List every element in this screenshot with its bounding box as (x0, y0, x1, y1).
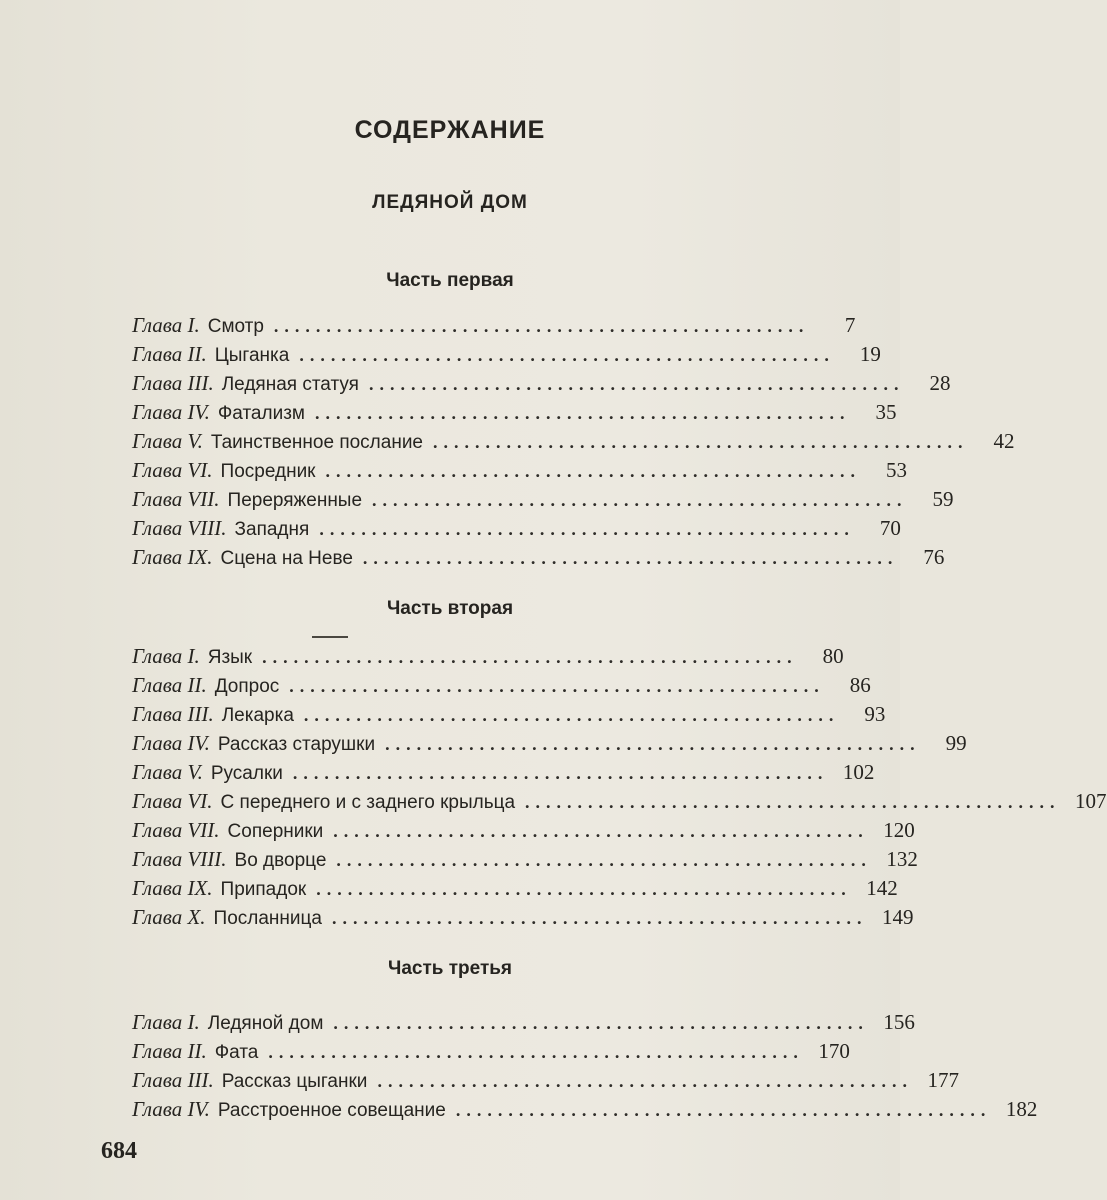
chapter-page-number: 86 (849, 673, 871, 697)
toc-entry (132, 1097, 1038, 1125)
toc-entry (132, 458, 907, 486)
dot-leader: ................................................... (377, 1071, 913, 1091)
dot-leader: ................................................... (292, 763, 829, 783)
chapter-page-number: 7 (844, 313, 856, 337)
chapter-title: С переднего и с заднего крыльца (220, 792, 516, 813)
dot-leader: ................................................... (273, 316, 810, 336)
separator-rule (312, 636, 348, 638)
toc-entry (132, 487, 954, 515)
chapter-title: Посредник (220, 461, 316, 482)
chapter-label: Глава V. (132, 760, 203, 784)
chapter-title: Сцена на Неве (220, 548, 353, 569)
dot-leader: ................................................... (368, 374, 905, 394)
chapter-label: Глава IV. (132, 1097, 210, 1121)
dot-leader: ................................................... (331, 908, 868, 928)
chapter-label: Глава IV. (132, 731, 210, 755)
chapter-title: Фатализм (217, 403, 305, 424)
part-heading: Часть третья (387, 958, 513, 979)
chapter-label: Глава II. (132, 1039, 207, 1063)
dot-leader: ................................................... (319, 519, 855, 539)
chapter-label: Глава I. (132, 1010, 200, 1034)
chapter-label: Глава III. (132, 1068, 214, 1092)
chapter-label: Глава X. (132, 905, 206, 929)
toc-entry (132, 400, 897, 428)
dot-leader: ................................................... (385, 734, 921, 754)
chapter-title: Расстроенное совещание (217, 1100, 446, 1121)
chapter-title: Смотр (207, 316, 264, 337)
chapter-title: Допрос (214, 676, 280, 697)
dot-leader: ................................................... (303, 705, 840, 725)
chapter-label: Глава VI. (132, 458, 213, 482)
chapter-page-number: 120 (883, 818, 915, 842)
toc-entry (132, 731, 967, 759)
chapter-label: Глава VII. (132, 487, 220, 511)
toc-entry (132, 1010, 915, 1038)
toc-entry (132, 702, 886, 730)
dot-leader: ................................................... (362, 548, 899, 568)
chapter-label: Глава II. (132, 673, 207, 697)
chapter-title: Цыганка (214, 345, 290, 366)
chapter-page-number: 35 (875, 400, 897, 424)
chapter-title: Ледяная статуя (221, 374, 359, 395)
toc-entry (132, 342, 881, 370)
chapter-page-number: 80 (822, 644, 844, 668)
toc-entry (132, 1068, 959, 1096)
chapter-title: Во дворце (234, 850, 327, 871)
chapter-page-number: 28 (929, 371, 951, 395)
chapter-page-number: 132 (886, 847, 918, 871)
chapter-label: Глава III. (132, 371, 214, 395)
chapter-label: Глава VIII. (132, 847, 227, 871)
toc-entry (132, 673, 871, 701)
chapter-title: Рассказ старушки (217, 734, 376, 755)
toc-entry (132, 1039, 850, 1067)
toc-entry (132, 818, 915, 846)
chapter-title: Язык (207, 647, 253, 668)
dot-leader: ................................................... (455, 1100, 992, 1120)
chapter-title: Лекарка (221, 705, 294, 726)
toc-entry (132, 905, 914, 933)
chapter-label: Глава V. (132, 429, 203, 453)
chapter-label: Глава II. (132, 342, 207, 366)
contents-title: СОДЕРЖАНИЕ (354, 116, 546, 144)
chapter-title: Ледяной дом (207, 1013, 324, 1034)
chapter-title: Русалки (210, 763, 283, 784)
chapter-label: Глава VII. (132, 818, 220, 842)
book-title: ЛЕДЯНОЙ ДОМ (372, 192, 528, 213)
dot-leader: ................................................... (262, 647, 798, 667)
dot-leader: ................................................... (336, 850, 872, 870)
chapter-page-number: 93 (864, 702, 886, 726)
dot-leader: ................................................... (333, 1013, 869, 1033)
toc-entry (132, 644, 844, 672)
toc-entry (132, 760, 875, 788)
chapter-label: Глава IV. (132, 400, 210, 424)
part-heading: Часть вторая (386, 598, 514, 619)
chapter-title: Западня (234, 519, 310, 540)
chapter-page-number: 42 (993, 429, 1015, 453)
chapter-page-number: 53 (886, 458, 907, 482)
dot-leader: ................................................... (372, 490, 908, 510)
chapter-title: Соперники (227, 821, 324, 842)
dot-leader: ................................................... (525, 792, 1061, 812)
chapter-label: Глава VI. (132, 789, 213, 813)
chapter-title: Рассказ цыганки (221, 1071, 368, 1092)
chapter-page-number: 76 (923, 545, 945, 569)
chapter-label: Глава I. (132, 313, 200, 337)
dot-leader: ................................................... (289, 676, 825, 696)
page-number: 684 (101, 1138, 137, 1164)
toc-entry (132, 371, 951, 399)
chapter-page-number: 59 (932, 487, 954, 511)
chapter-page-number: 177 (927, 1068, 959, 1092)
chapter-label: Глава I. (132, 644, 200, 668)
chapter-page-number: 102 (842, 760, 875, 784)
dot-leader: ................................................... (433, 432, 969, 452)
chapter-label: Глава III. (132, 702, 214, 726)
chapter-label: Глава VIII. (132, 516, 227, 540)
dot-leader: ................................................... (299, 345, 835, 365)
chapter-title: Переряженные (227, 490, 363, 511)
chapter-title: Таинственное послание (210, 432, 423, 453)
chapter-title: Фата (214, 1042, 259, 1063)
dot-leader: ................................................... (314, 403, 851, 423)
toc-entry (132, 789, 1107, 817)
chapter-page-number: 19 (859, 342, 881, 366)
toc-entry (132, 313, 856, 341)
chapter-page-number: 70 (879, 516, 901, 540)
chapter-label: Глава IX. (132, 876, 213, 900)
toc-entry (132, 876, 898, 904)
chapter-page-number: 182 (1005, 1097, 1038, 1121)
toc-entry (132, 545, 945, 573)
dot-leader: ................................................... (316, 879, 852, 899)
dot-leader: ................................................... (333, 821, 869, 841)
chapter-page-number: 149 (881, 905, 914, 929)
chapter-label: Глава IX. (132, 545, 213, 569)
toc-entry (132, 429, 1015, 457)
dot-leader: ................................................... (325, 461, 861, 481)
chapter-title: Посланница (213, 908, 322, 929)
chapter-page-number: 107 (1075, 789, 1107, 813)
dot-leader: ................................................... (268, 1042, 804, 1062)
part-heading: Часть первая (386, 270, 514, 291)
chapter-page-number: 142 (866, 876, 898, 900)
toc-entry (132, 516, 901, 544)
chapter-page-number: 156 (883, 1010, 915, 1034)
toc-entry (132, 847, 918, 875)
chapter-page-number: 170 (818, 1039, 850, 1063)
chapter-page-number: 99 (945, 731, 967, 755)
chapter-title: Припадок (220, 879, 307, 900)
